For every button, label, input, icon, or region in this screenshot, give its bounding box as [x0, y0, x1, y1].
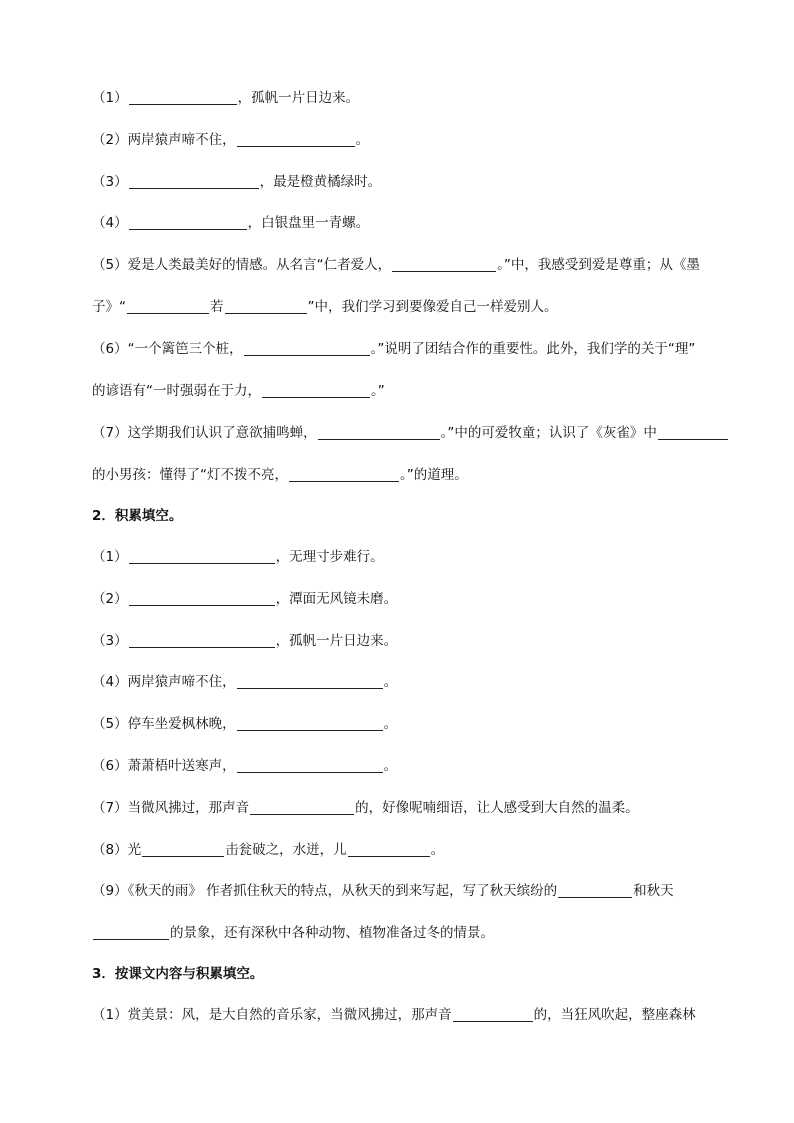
answer-blank[interactable] — [129, 549, 275, 564]
question-number: （7） — [92, 425, 128, 441]
question-text: ，白银盘里一青螺。 — [247, 215, 370, 231]
answer-blank[interactable] — [237, 758, 383, 773]
question-text: 。 — [430, 842, 445, 858]
question-text: ”中，我们学习到要像爱自己一样爱别人。 — [307, 299, 558, 315]
answer-blank[interactable] — [142, 842, 224, 857]
question-text: 。”的道理。 — [400, 467, 468, 483]
question-number: （2） — [92, 132, 128, 148]
question-1-5-line2 — [92, 297, 558, 317]
question-2-6 — [92, 756, 397, 776]
question-2-5 — [92, 714, 397, 734]
answer-blank[interactable] — [129, 591, 275, 606]
question-2-9-line2 — [92, 923, 494, 943]
question-number: （4） — [92, 674, 128, 690]
question-1-7-line2 — [92, 465, 468, 485]
question-2-2 — [92, 589, 397, 609]
question-text: 。”中的可爱牧童；认识了《灰雀》中 — [440, 425, 657, 441]
answer-blank[interactable] — [262, 383, 370, 398]
question-number: （5） — [92, 716, 128, 732]
question-text: 。”说明了团结合作的重要性。此外，我们学的关于“理” — [370, 341, 696, 357]
question-text: 这学期我们认识了意欲捕鸣蝉， — [127, 425, 317, 441]
question-text: 萧萧梧叶送寒声， — [127, 758, 236, 774]
question-2-8 — [92, 840, 444, 860]
question-text: 。” — [371, 383, 385, 399]
question-text: ，最是橙黄橘绿时。 — [259, 174, 382, 190]
question-2-1 — [92, 547, 384, 567]
question-text: 停车坐爱枫林晚， — [127, 716, 236, 732]
question-text: ，孤帆一片日边来。 — [237, 90, 360, 106]
answer-blank[interactable] — [289, 467, 399, 482]
question-2-7 — [92, 798, 639, 818]
question-number: （7） — [92, 800, 128, 816]
question-2-3 — [92, 631, 397, 651]
question-text: ，无理寸步难行。 — [275, 549, 384, 565]
answer-blank[interactable] — [129, 90, 237, 105]
question-text: 。 — [383, 674, 398, 690]
question-text: 若 — [210, 299, 224, 315]
question-text: 两岸猿声啼不住， — [127, 132, 236, 148]
question-number: （9） — [92, 883, 128, 899]
answer-blank[interactable] — [127, 299, 209, 314]
question-1-3 — [92, 172, 381, 192]
question-1-6-line2 — [92, 381, 385, 401]
question-text: 赏美景：风，是大自然的音乐家，当微风拂过，那声音 — [127, 1007, 452, 1023]
question-number: （3） — [92, 633, 128, 649]
question-number: （1） — [92, 549, 128, 565]
question-number: （1） — [92, 1007, 128, 1023]
question-number: （3） — [92, 174, 128, 190]
question-text: 。 — [355, 132, 370, 148]
section-3-heading: 3．按课文内容与积累填空。 — [92, 966, 264, 982]
answer-blank[interactable] — [237, 132, 355, 147]
question-2-4 — [92, 672, 397, 692]
question-number: （4） — [92, 215, 128, 231]
question-text: 光 — [127, 842, 142, 858]
question-text: 的景象，还有深秋中各种动物、植物准备过冬的情景。 — [170, 925, 494, 941]
question-number: （8） — [92, 842, 128, 858]
question-1-6-line1 — [92, 339, 695, 359]
question-1-2 — [92, 130, 369, 150]
question-text: ，潭面无风镜未磨。 — [275, 591, 398, 607]
question-1-5-line1 — [92, 255, 700, 275]
answer-blank[interactable] — [225, 299, 307, 314]
answer-blank[interactable] — [244, 341, 370, 356]
question-text: ，孤帆一片日边来。 — [275, 633, 398, 649]
question-text: “一个篱笆三个桩， — [127, 341, 243, 357]
answer-blank[interactable] — [129, 215, 247, 230]
question-text: 击瓮破之，水迸，儿 — [225, 842, 347, 858]
question-text: 的，好像呢喃细语，让人感受到大自然的温柔。 — [355, 800, 639, 816]
answer-blank[interactable] — [658, 425, 728, 440]
answer-blank[interactable] — [129, 174, 259, 189]
question-text: 爱是人类最美好的情感。从名言“仁者爱人， — [127, 257, 392, 273]
question-text: 的谚语有“一时强弱在于力， — [92, 383, 261, 399]
answer-blank[interactable] — [250, 800, 354, 815]
answer-blank[interactable] — [318, 425, 440, 440]
question-1-1 — [92, 88, 359, 108]
question-text: 。 — [383, 758, 398, 774]
question-text: 和秋天 — [633, 883, 674, 899]
answer-blank[interactable] — [348, 842, 430, 857]
question-text: 的，当狂风吹起，整座森林 — [533, 1007, 696, 1023]
question-number: （5） — [92, 257, 128, 273]
answer-blank[interactable] — [237, 716, 383, 731]
question-number: （6） — [92, 341, 128, 357]
question-text: 《秋天的雨》 作者抓住秋天的特点，从秋天的到来写起，写了秋天缤纷的 — [127, 883, 558, 899]
question-3-1 — [92, 1005, 696, 1025]
answer-blank[interactable] — [129, 633, 275, 648]
question-2-9-line1 — [92, 881, 674, 901]
answer-blank[interactable] — [237, 674, 383, 689]
question-1-4 — [92, 213, 369, 233]
answer-blank[interactable] — [558, 883, 632, 898]
question-number: （6） — [92, 758, 128, 774]
question-text: 当微风拂过，那声音 — [127, 800, 250, 816]
answer-blank[interactable] — [93, 925, 169, 940]
answer-blank[interactable] — [392, 257, 496, 272]
question-text: 的小男孩：懂得了“灯不拨不亮， — [92, 467, 288, 483]
question-number: （2） — [92, 591, 128, 607]
question-number: （1） — [92, 90, 128, 106]
question-text: 。 — [383, 716, 398, 732]
answer-blank[interactable] — [453, 1007, 533, 1022]
question-text: 两岸猿声啼不住， — [127, 674, 236, 690]
question-text: 。”中，我感受到爱是尊重；从《墨 — [497, 257, 700, 273]
question-1-7-line1 — [92, 423, 729, 443]
question-text: 子》“ — [92, 299, 126, 315]
section-2-heading: 2．积累填空。 — [92, 508, 183, 524]
